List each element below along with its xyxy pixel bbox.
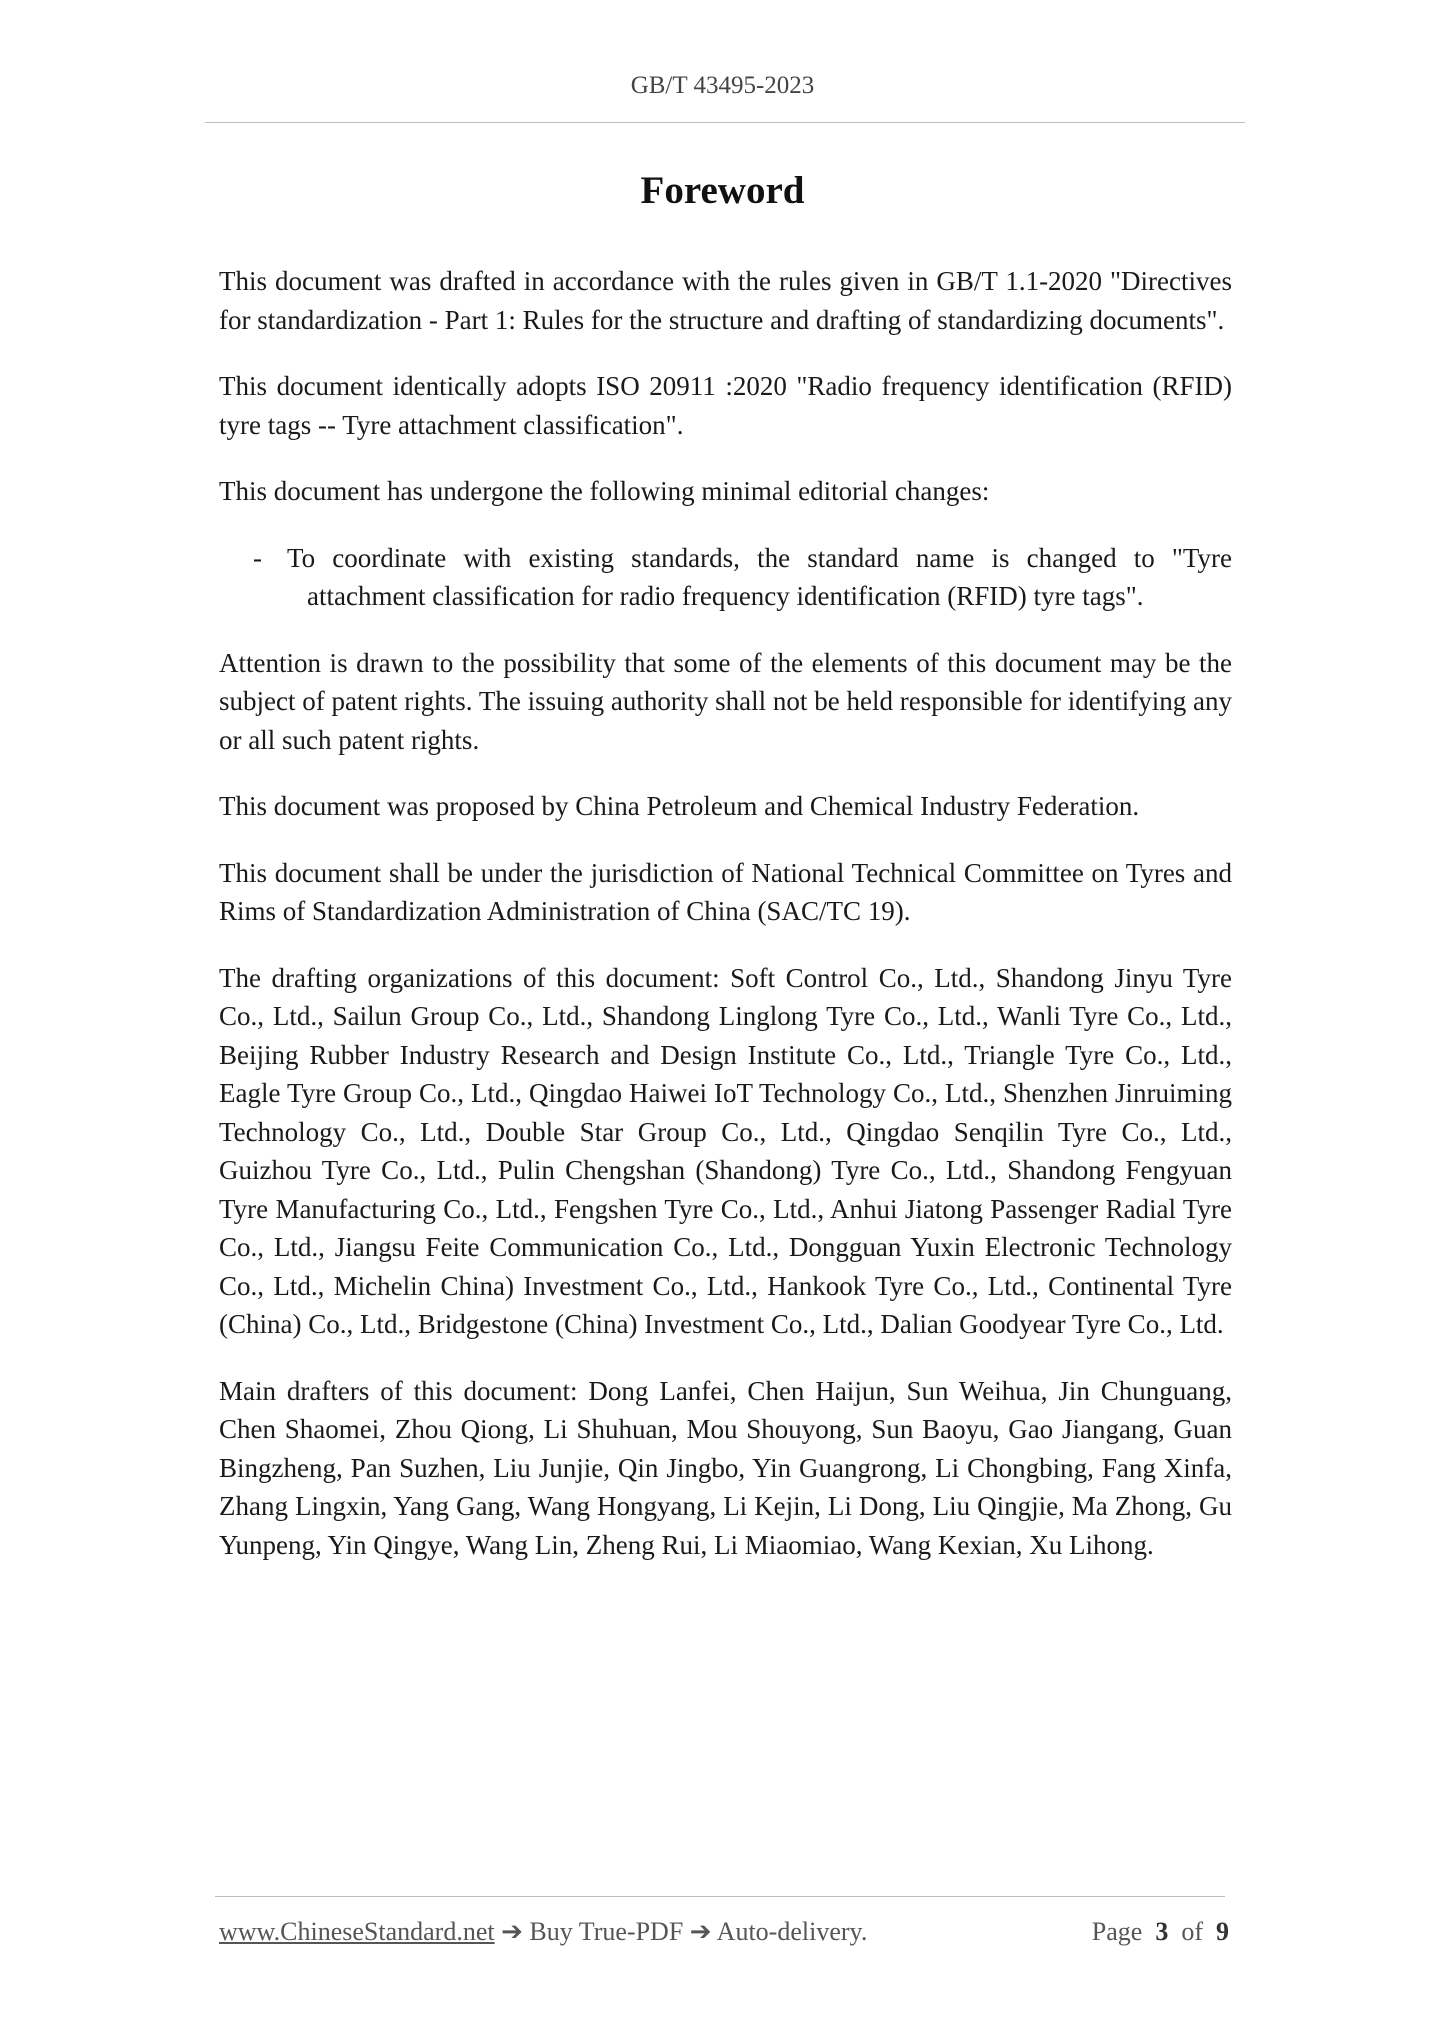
standard-code: GB/T 43495-2023 bbox=[630, 72, 815, 99]
auto-delivery-text: Auto-delivery. bbox=[716, 1917, 868, 1946]
paragraph-adoption: This document identically adopts ISO 20911 :2020 "Radio frequency identification (RFID) tyre tags -- Tyre attachment classification". bbox=[219, 371, 1232, 440]
running-header bbox=[0, 72, 1445, 100]
arrow-right-icon: ➔ bbox=[501, 1917, 523, 1946]
list-dash: - bbox=[253, 542, 262, 573]
paragraph-jurisdiction: This document shall be under the jurisdiction of National Technical Committee on Tyres and Rims of Standardization Administration of China (SAC/TC 19). bbox=[219, 857, 1232, 926]
paragraph-proposed-by: This document was proposed by China Petroleum and Chemical Industry Federation. bbox=[219, 791, 1140, 821]
page-label: Page bbox=[1091, 1917, 1143, 1946]
footer-divider bbox=[215, 1896, 1225, 1897]
page-title: Foreword bbox=[640, 169, 805, 212]
arrow-right-icon: ➔ bbox=[689, 1917, 712, 1946]
paragraph-patent-notice: Attention is drawn to the possibility that some of the elements of this document may be the subject of patent rights. The issuing authority shall not be held responsible for identifying any or all such patent rights. bbox=[219, 647, 1232, 755]
paragraph-drafting-organizations: The drafting organizations of this document: Soft Control Co., Ltd., Shandong Jinyu Tyre Co., Ltd., Sailun Group Co., Ltd., Shandong Linglong Tyre Co., Ltd., Wanli Tyre Co., Ltd., Beijing Rubber Industry Research and Design Institute Co., Ltd., Triangle Tyre Co., Ltd., Eagle Tyre Group Co., Ltd., Qingdao Haiwei IoT Technology Co., Ltd., Shenzhen Jinruiming Technology Co., Ltd., Double Star Group Co., Ltd., Qingdao Senqilin Tyre Co., Ltd., Guizhou Tyre Co., Ltd., Pulin Chengshan (Shandong) Tyre Co., Ltd., Shandong Fengyuan Tyre Manufacturing Co., Ltd., Fengshen Tyre Co., Ltd., Anhui Jiatong Passenger Radial Tyre Co., Ltd., Jiangsu Feite Communication Co., Ltd., Dongguan Yuxin Electronic Technology Co., Ltd., Michelin China) Investment Co., Ltd., Hankook Tyre Co., Ltd., Continental Tyre (China) Co., Ltd., Bridgestone (China) Investment Co., Ltd., Dalian Goodyear Tyre Co., Ltd. bbox=[219, 962, 1232, 1339]
list-item-text: To coordinate with existing standards, the standard name is changed to "Tyre attachment classification for radio frequency identification (RFID) tyre tags". bbox=[287, 542, 1232, 611]
page-total: 9 bbox=[1216, 1917, 1229, 1946]
page-indicator bbox=[1092, 1917, 1229, 1947]
page-of-label: of bbox=[1181, 1917, 1203, 1946]
page-current: 3 bbox=[1155, 1917, 1169, 1946]
paragraph-main-drafters: Main drafters of this document: Dong Lanfei, Chen Haijun, Sun Weihua, Jin Chunguang, Chen Shaomei, Zhou Qiong, Li Shuhuan, Mou Shouyong, Sun Baoyu, Gao Jiangang, Guan Bingzheng, Pan Suzhen, Liu Junjie, Qin Jingbo, Yin Guangrong, Li Chongbing, Fang Xinfa, Zhang Lingxin, Yang Gang, Wang Hongyang, Li Kejin, Li Dong, Liu Qingjie, Ma Zhong, Gu Yunpeng, Yin Qingye, Wang Lin, Zheng Rui, Li Miaomiao, Wang Kexian, Xu Lihong. bbox=[219, 1375, 1232, 1560]
paragraph-editorial-changes: This document has undergone the following minimal editorial changes: bbox=[219, 476, 990, 506]
header-divider bbox=[205, 122, 1245, 123]
paragraph-drafting-rules: This document was drafted in accordance with the rules given in GB/T 1.1-2020 "Directives for standardization - Part 1: Rules for the structure and drafting of standardizing documents". bbox=[219, 266, 1232, 335]
list-item-editorial-change bbox=[219, 539, 1232, 616]
website-link[interactable]: www.ChineseStandard.net bbox=[219, 1917, 495, 1946]
buy-pdf-text: Buy True-PDF bbox=[529, 1917, 684, 1946]
document-body bbox=[219, 262, 1232, 1592]
footer-promo bbox=[219, 1917, 867, 1947]
